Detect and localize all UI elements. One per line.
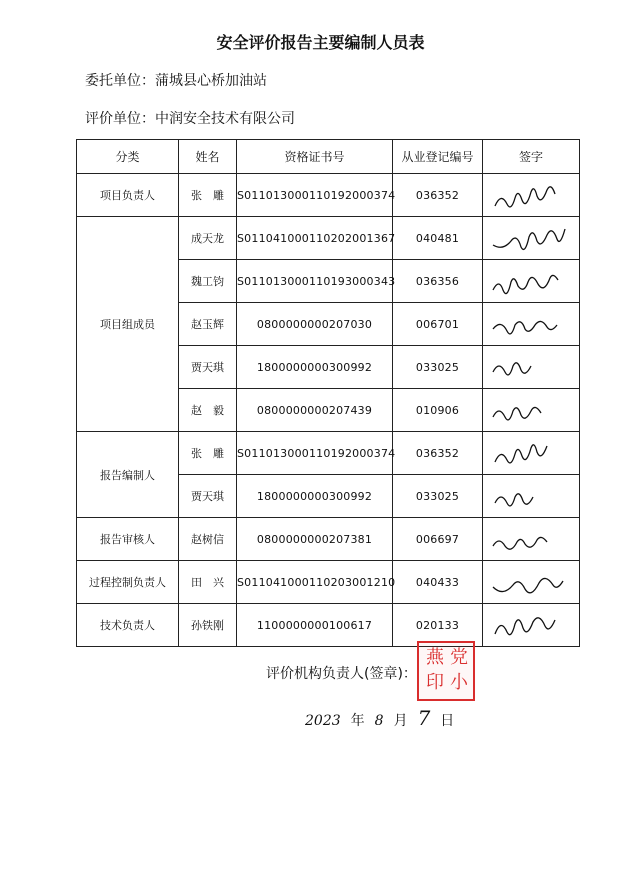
table-row [77, 432, 580, 475]
reg-cell: 006697 [393, 518, 483, 561]
handwritten-signature [485, 477, 577, 517]
reg-cell: 033025 [393, 346, 483, 389]
cert-cell: 1800000000300992 [237, 346, 393, 389]
date-day-unit: 日 [440, 713, 455, 729]
handwritten-signature [485, 391, 577, 431]
cert-cell: S011041000110203001210 [237, 561, 393, 604]
evaluator-head-label: 评价机构负责人(签章)： [266, 666, 417, 682]
reg-cell: 036356 [393, 260, 483, 303]
header-name: 姓名 [179, 140, 237, 174]
handwritten-signature [485, 434, 577, 474]
handwritten-signature [485, 176, 577, 216]
cert-cell: S011041000110202001367 [237, 217, 393, 260]
header-reg: 从业登记编号 [393, 140, 483, 174]
name-cell: 贾天琪 [179, 346, 237, 389]
category-cell: 项目组成员 [77, 217, 179, 432]
table-row [77, 217, 580, 260]
signature-cell [483, 518, 580, 561]
table-row [77, 518, 580, 561]
evaluator-row [85, 108, 295, 128]
signature-cell [483, 346, 580, 389]
reg-cell: 040433 [393, 561, 483, 604]
cert-cell: 0800000000207439 [237, 389, 393, 432]
name-cell: 贾天琪 [179, 475, 237, 518]
name-cell: 赵 毅 [179, 389, 237, 432]
reg-cell: 033025 [393, 475, 483, 518]
handwritten-signature [485, 520, 577, 560]
seal-char: 小 [450, 672, 468, 693]
cert-cell: 1800000000300992 [237, 475, 393, 518]
seal-char: 燕 [426, 647, 444, 668]
client-row [85, 70, 267, 90]
reg-cell: 006701 [393, 303, 483, 346]
reg-cell: 036352 [393, 174, 483, 217]
name-cell: 赵树信 [179, 518, 237, 561]
seal-stamp [417, 641, 475, 701]
name-cell: 魏工钧 [179, 260, 237, 303]
name-cell: 张 雕 [179, 174, 237, 217]
signature-cell [483, 260, 580, 303]
category-cell: 过程控制负责人 [77, 561, 179, 604]
handwritten-signature [485, 563, 577, 603]
seal-char: 党 [450, 647, 468, 668]
handwritten-signature [485, 262, 577, 302]
category-cell: 报告编制人 [77, 432, 179, 518]
cert-cell: S011013000110192000374 [237, 432, 393, 475]
client-value: 蒲城县心桥加油站 [155, 73, 267, 89]
evaluator-label: 评价单位： [85, 111, 155, 127]
signature-cell [483, 604, 580, 647]
date-month: 8 [374, 713, 384, 729]
cert-cell: 0800000000207030 [237, 303, 393, 346]
date-day: 7 [417, 706, 431, 730]
evaluator-value: 中润安全技术有限公司 [155, 111, 295, 127]
document-title: 安全评价报告主要编制人员表 [216, 33, 425, 52]
header-cert: 资格证书号 [237, 140, 393, 174]
category-cell: 项目负责人 [77, 174, 179, 217]
reg-cell: 040481 [393, 217, 483, 260]
table-row [77, 604, 580, 647]
seal-char: 印 [426, 672, 444, 693]
table-row [77, 174, 580, 217]
reg-cell: 020133 [393, 604, 483, 647]
category-cell: 技术负责人 [77, 604, 179, 647]
date-year: 2023 [305, 713, 341, 729]
handwritten-signature [485, 305, 577, 345]
cert-cell: 0800000000207381 [237, 518, 393, 561]
staff-table [76, 139, 580, 647]
cert-cell: S011013000110193000343 [237, 260, 393, 303]
header-category: 分类 [77, 140, 179, 174]
category-cell: 报告审核人 [77, 518, 179, 561]
cert-cell: S011013000110192000374 [237, 174, 393, 217]
handwritten-signature [485, 219, 577, 259]
name-cell: 张 雕 [179, 432, 237, 475]
signature-cell [483, 389, 580, 432]
client-label: 委托单位： [85, 73, 155, 89]
signature-cell [483, 432, 580, 475]
signature-cell [483, 561, 580, 604]
name-cell: 赵玉辉 [179, 303, 237, 346]
date-year-unit: 年 [350, 713, 365, 729]
handwritten-signature [485, 348, 577, 388]
table-row [77, 561, 580, 604]
handwritten-signature [485, 606, 577, 646]
name-cell: 成天龙 [179, 217, 237, 260]
name-cell: 田 兴 [179, 561, 237, 604]
header-signature: 签字 [483, 140, 580, 174]
reg-cell: 010906 [393, 389, 483, 432]
signature-cell [483, 217, 580, 260]
cert-cell: 1100000000100617 [237, 604, 393, 647]
signing-date [305, 706, 464, 730]
reg-cell: 036352 [393, 432, 483, 475]
signature-cell [483, 475, 580, 518]
signature-cell [483, 303, 580, 346]
signature-cell [483, 174, 580, 217]
date-month-unit: 月 [393, 713, 408, 729]
name-cell: 孙铁刚 [179, 604, 237, 647]
table-header-row [77, 140, 580, 174]
